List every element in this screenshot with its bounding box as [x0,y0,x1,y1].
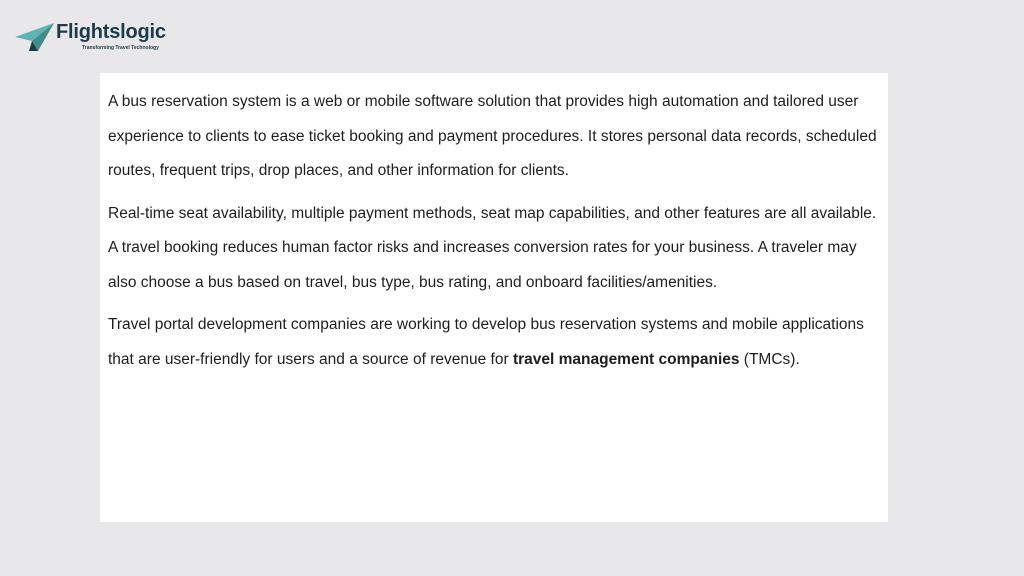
paragraph-development [108,308,880,377]
content-card [100,73,888,522]
paper-plane-icon [14,20,56,54]
paragraph-features: Real-time seat availability, multiple payment methods, seat map capabilities, and other features are all available. A travel booking reduces human factor risks and increases conversion rates for your business. A traveler may also choose a bus based on travel, bus type, bus rating, and onboard facilities/amenities. [108,204,877,291]
brand-name: Flightslogic [56,21,166,43]
paragraph-development-tail: (TMCs). [739,350,800,368]
brand-text [56,20,166,51]
brand-tagline: Transforming Travel Technology [82,45,159,51]
paragraph-intro: A bus reservation system is a web or mobile software solution that provides high automation and tailored user experience to clients to ease ticket booking and payment procedures. It stores personal data records, scheduled routes, frequent trips, drop places, and other information for clients. [108,93,877,179]
brand-logo [14,20,166,56]
paragraph-development-text: Travel portal development companies are working to develop bus reservation systems and mobile applications that are user-friendly for users and a source of revenue for [108,316,864,368]
bold-term-tmc: travel management companies [512,350,740,368]
